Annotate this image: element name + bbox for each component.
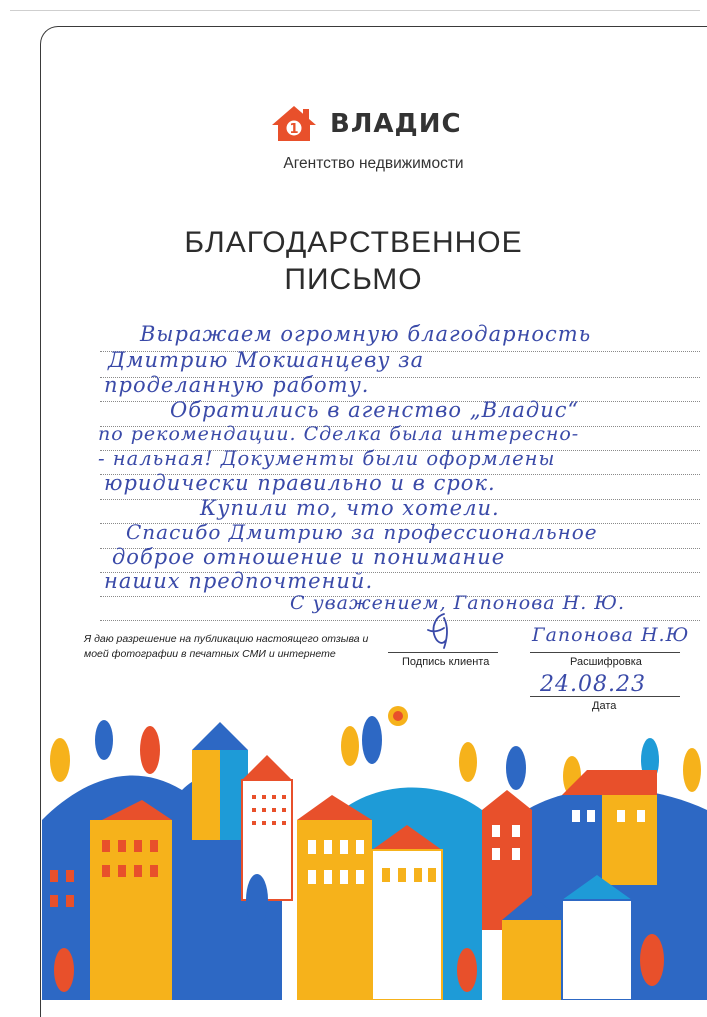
handwriting-line: доброе отношение и понимание	[112, 545, 506, 569]
handwriting-line: юридически правильно и в срок.	[104, 471, 496, 495]
letter-title-line1: БЛАГОДАРСТВЕННОЕ	[184, 226, 523, 259]
handwriting-line: Обратились в агенство „Владис“	[170, 398, 580, 422]
handwriting-line: - нальная! Документы были оформлены	[98, 447, 556, 470]
date-line	[530, 696, 680, 697]
signature-line	[388, 652, 498, 653]
brand-tagline: Агентство недвижимости	[283, 155, 464, 172]
publication-consent-text: Я даю разрешение на публикацию настоящего отзыва и моей фотографии в печатных СМИ и интернете	[84, 633, 369, 660]
client-signature	[414, 610, 464, 654]
brand-name: ВЛАДИС	[330, 109, 462, 139]
handwriting-line: Спасибо Дмитрию за профессиональное	[126, 520, 598, 544]
handwriting-line: С уважением, Гапонова Н. Ю.	[290, 592, 625, 614]
colorful-city-illustration	[42, 700, 707, 1000]
handwriting-line: Купили то, что хотели.	[200, 496, 500, 520]
handwriting-line: проделанную работу.	[104, 373, 370, 397]
handwriting-line: Выражаем огромную благодарность	[140, 322, 592, 346]
date-label: Дата	[592, 700, 617, 712]
handwriting-line: по рекомендации. Сделка была интересно-	[98, 423, 580, 445]
handwriting-line: Дмитрию Мокшанцеву за	[108, 348, 425, 372]
handwriting-line: наших предпочтений.	[104, 569, 374, 593]
decoding-line	[530, 652, 680, 653]
decoding-handwriting: Гапонова Н.Ю	[532, 624, 690, 646]
dotted-line	[100, 620, 700, 621]
date-handwriting: 24.08.23	[540, 672, 646, 697]
letter-title-line2: ПИСЬМО	[284, 263, 423, 296]
decoding-label: Расшифровка	[570, 656, 642, 668]
svg-text:1: 1	[289, 122, 299, 137]
signature-label: Подпись клиента	[402, 656, 490, 668]
